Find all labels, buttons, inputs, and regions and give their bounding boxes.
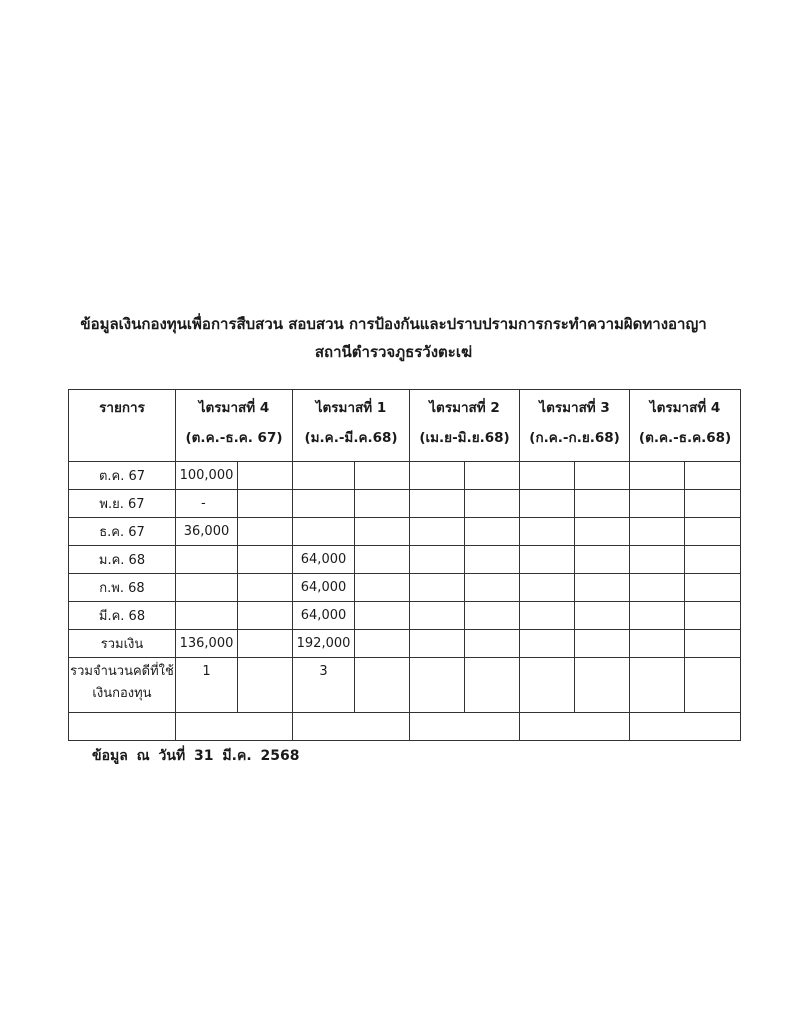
empty-cell — [630, 630, 685, 658]
empty-cell — [355, 574, 410, 602]
empty-cell — [355, 490, 410, 518]
empty-cell — [176, 713, 293, 741]
empty-cell — [238, 546, 293, 574]
empty-cell — [410, 546, 465, 574]
quarter-period: (ม.ค.-มี.ค.68) — [304, 430, 398, 446]
empty-cell — [355, 462, 410, 490]
table-row — [69, 602, 741, 630]
row-label: ต.ค. 67 — [69, 462, 176, 490]
empty-cell — [465, 546, 520, 574]
empty-cell — [685, 518, 741, 546]
empty-cell — [238, 518, 293, 546]
quarter-header — [520, 390, 630, 462]
row-label: ก.พ. 68 — [69, 574, 176, 602]
empty-cell — [410, 602, 465, 630]
empty-cell — [410, 630, 465, 658]
cases-label: รวมจำนวนคดีที่ใช้เงินกองทุน — [69, 658, 176, 713]
empty-cell — [238, 658, 293, 713]
total-label: รวมเงิน — [69, 630, 176, 658]
empty-cell — [355, 630, 410, 658]
row-label: ม.ค. 68 — [69, 546, 176, 574]
empty-cell — [520, 630, 575, 658]
empty-cell — [410, 658, 465, 713]
empty-cell — [685, 462, 741, 490]
empty-cell — [685, 546, 741, 574]
empty-cell — [465, 518, 520, 546]
data-date-note: ข้อมูล ณ วันที่ 31 มี.ค. 2568 — [92, 748, 300, 764]
empty-cell — [69, 713, 176, 741]
blank-row — [69, 713, 741, 741]
quarter-period: (เม.ย-มิ.ย.68) — [419, 430, 510, 446]
empty-cell — [520, 546, 575, 574]
empty-cell — [238, 462, 293, 490]
table-row — [69, 546, 741, 574]
empty-cell — [465, 574, 520, 602]
table-row — [69, 490, 741, 518]
table-row — [69, 574, 741, 602]
empty-cell — [630, 602, 685, 630]
row-label: มี.ค. 68 — [69, 602, 176, 630]
quarter-name: ไตรมาสที่ 1 — [315, 400, 387, 416]
empty-cell — [575, 518, 630, 546]
empty-cell — [575, 546, 630, 574]
empty-cell — [575, 630, 630, 658]
quarter-header — [176, 390, 293, 462]
empty-cell — [575, 490, 630, 518]
empty-cell — [520, 713, 630, 741]
empty-cell — [355, 658, 410, 713]
empty-cell — [465, 602, 520, 630]
total-amount: 136,000 — [176, 630, 238, 658]
quarter-name: ไตรมาสที่ 2 — [429, 400, 500, 416]
empty-cell — [238, 490, 293, 518]
empty-cell — [238, 630, 293, 658]
empty-cell — [355, 602, 410, 630]
cases-count: 1 — [176, 658, 238, 713]
amount-cell: 64,000 — [293, 574, 355, 602]
empty-cell — [355, 518, 410, 546]
empty-cell — [630, 490, 685, 518]
row-label: ธ.ค. 67 — [69, 518, 176, 546]
empty-cell — [410, 490, 465, 518]
amount-cell — [176, 574, 238, 602]
empty-cell — [685, 630, 741, 658]
empty-cell — [520, 518, 575, 546]
empty-cell — [685, 658, 741, 713]
empty-cell — [575, 574, 630, 602]
amount-cell — [293, 518, 355, 546]
empty-cell — [685, 574, 741, 602]
amount-cell: - — [176, 490, 238, 518]
quarter-header — [293, 390, 410, 462]
quarter-header — [410, 390, 520, 462]
empty-cell — [630, 574, 685, 602]
quarter-header — [630, 390, 741, 462]
empty-cell — [355, 546, 410, 574]
table-row — [69, 518, 741, 546]
empty-cell — [520, 658, 575, 713]
total-row — [69, 630, 741, 658]
empty-cell — [520, 462, 575, 490]
empty-cell — [685, 602, 741, 630]
empty-cell — [238, 602, 293, 630]
empty-cell — [630, 713, 741, 741]
empty-cell — [630, 546, 685, 574]
empty-cell — [575, 658, 630, 713]
amount-cell: 64,000 — [293, 602, 355, 630]
item-column-header: รายการ — [69, 390, 176, 462]
empty-cell — [410, 574, 465, 602]
quarter-name: ไตรมาสที่ 4 — [649, 400, 721, 416]
quarter-period: (ก.ค.-ก.ย.68) — [529, 430, 620, 446]
fund-table — [68, 389, 741, 741]
quarter-period: (ต.ค.-ธ.ค. 67) — [185, 430, 283, 446]
amount-cell — [176, 602, 238, 630]
amount-cell: 36,000 — [176, 518, 238, 546]
empty-cell — [630, 658, 685, 713]
total-amount: 192,000 — [293, 630, 355, 658]
empty-cell — [520, 602, 575, 630]
row-label: พ.ย. 67 — [69, 490, 176, 518]
cases-row — [69, 658, 741, 713]
amount-cell: 64,000 — [293, 546, 355, 574]
header-row — [69, 390, 741, 462]
document-title: ข้อมูลเงินกองทุนเพื่อการสืบสวน สอบสวน การป้องกันและปราบปรามการกระทำความผิดทางอาญา — [80, 315, 707, 333]
empty-cell — [465, 490, 520, 518]
empty-cell — [575, 462, 630, 490]
amount-cell — [293, 490, 355, 518]
empty-cell — [630, 518, 685, 546]
quarter-name: ไตรมาสที่ 3 — [539, 400, 610, 416]
empty-cell — [410, 462, 465, 490]
empty-cell — [685, 490, 741, 518]
empty-cell — [465, 630, 520, 658]
empty-cell — [520, 574, 575, 602]
cases-count: 3 — [293, 658, 355, 713]
table-row — [69, 462, 741, 490]
empty-cell — [293, 713, 410, 741]
station-name: สถานีตำรวจภูธรวังตะเฆ่ — [314, 343, 473, 361]
empty-cell — [465, 658, 520, 713]
empty-cell — [575, 602, 630, 630]
empty-cell — [520, 490, 575, 518]
amount-cell — [176, 546, 238, 574]
quarter-period: (ต.ค.-ธ.ค.68) — [638, 430, 732, 446]
empty-cell — [410, 518, 465, 546]
empty-cell — [238, 574, 293, 602]
quarter-name: ไตรมาสที่ 4 — [198, 400, 270, 416]
amount-cell — [293, 462, 355, 490]
empty-cell — [630, 462, 685, 490]
empty-cell — [410, 713, 520, 741]
amount-cell: 100,000 — [176, 462, 238, 490]
empty-cell — [465, 462, 520, 490]
